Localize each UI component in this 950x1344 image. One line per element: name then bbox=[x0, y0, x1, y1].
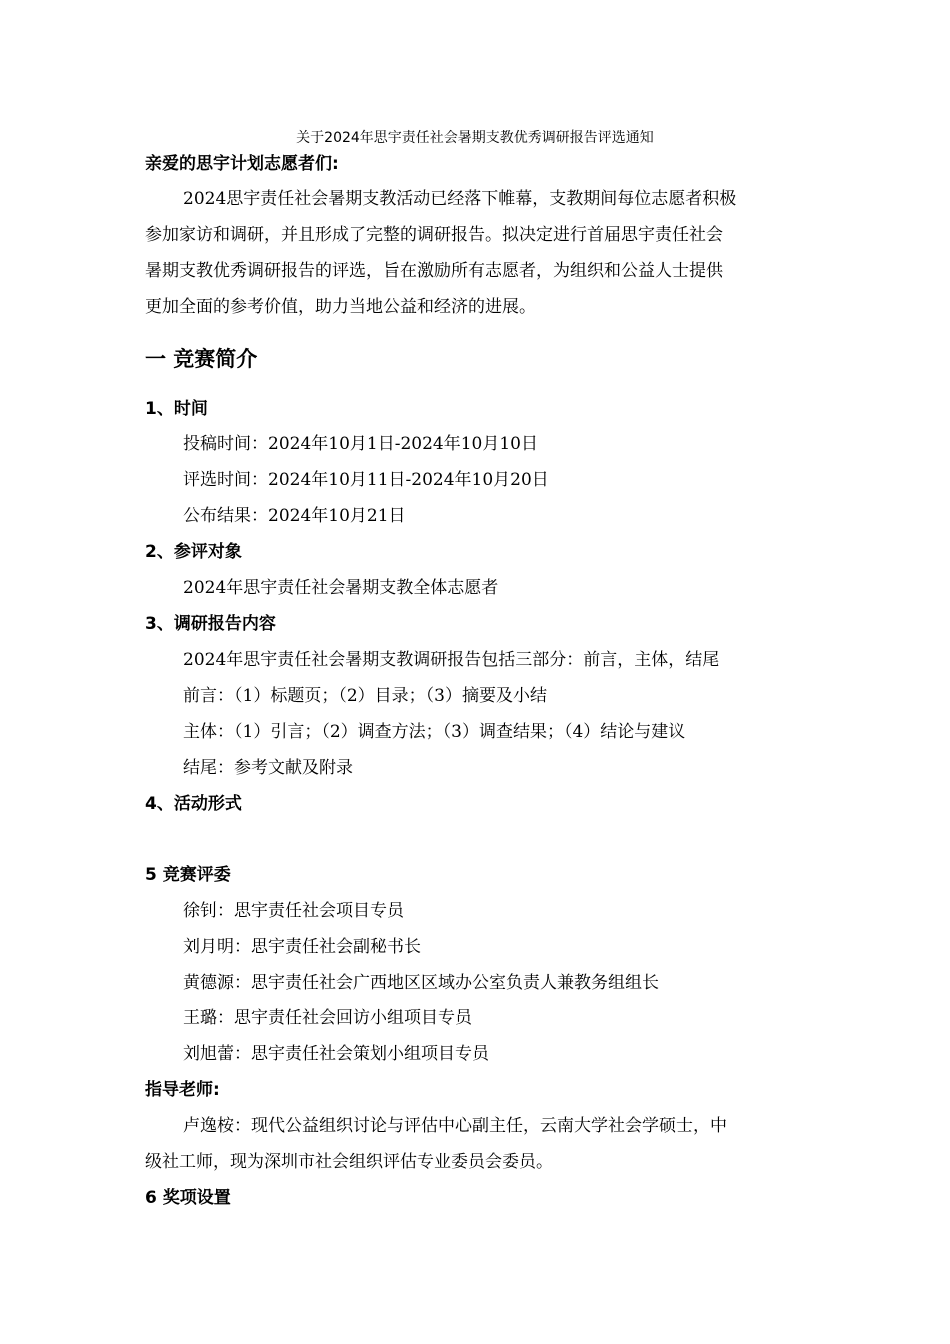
intro-line: 2024思宇责任社会暑期支教活动已经落下帷幕，支教期间每位志愿者积极 bbox=[183, 189, 737, 209]
intro-line: 暑期支教优秀调研报告的评选，旨在激励所有志愿者，为组织和公益人士提供 bbox=[145, 261, 723, 281]
judge-item: 刘月明：思宇责任社会副秘书长 bbox=[183, 937, 421, 957]
section-heading-awards: 6 奖项设置 bbox=[145, 1188, 231, 1208]
document-title: 关于2024年思宇责任社会暑期支教优秀调研报告评选通知 bbox=[296, 130, 654, 146]
judge-item: 刘旭蕾：思宇责任社会策划小组项目专员 bbox=[183, 1044, 489, 1064]
salutation: 亲爱的思宇计划志愿者们: bbox=[145, 154, 339, 174]
target-item: 2024年思宇责任社会暑期支教全体志愿者 bbox=[183, 578, 499, 598]
subsection-heading-time: 1、时间 bbox=[145, 399, 208, 419]
subsection-heading-content: 3、调研报告内容 bbox=[145, 614, 276, 634]
judge-item: 王璐：思宇责任社会回访小组项目专员 bbox=[183, 1008, 472, 1028]
content-item: 2024年思宇责任社会暑期支教调研报告包括三部分：前言，主体，结尾 bbox=[183, 650, 720, 670]
section-heading-judges: 5 竞赛评委 bbox=[145, 865, 231, 885]
time-item: 投稿时间：2024年10月1日-2024年10月10日 bbox=[183, 434, 538, 454]
content-item: 主体：（1）引言；（2）调查方法；（3）调查结果；（4）结论与建议 bbox=[183, 722, 686, 742]
content-item: 前言：（1）标题页；（2）目录；（3）摘要及小结 bbox=[183, 686, 547, 706]
content-item: 结尾：参考文献及附录 bbox=[183, 758, 353, 778]
intro-line: 更加全面的参考价值，助力当地公益和经济的进展。 bbox=[145, 297, 536, 317]
advisor-line: 卢逸桉：现代公益组织讨论与评估中心副主任，云南大学社会学硕士，中 bbox=[183, 1116, 727, 1136]
section-heading-advisor: 指导老师: bbox=[145, 1080, 220, 1100]
judge-item: 徐钊：思宇责任社会项目专员 bbox=[183, 901, 404, 921]
judge-item: 黄德源：思宇责任社会广西地区区域办公室负责人兼教务组组长 bbox=[183, 973, 659, 993]
time-item: 公布结果：2024年10月21日 bbox=[183, 506, 406, 526]
subsection-heading-format: 4、活动形式 bbox=[145, 794, 242, 814]
section-heading-competition: 一 竞赛简介 bbox=[145, 347, 258, 371]
subsection-heading-target: 2、参评对象 bbox=[145, 542, 242, 562]
advisor-line: 级社工师，现为深圳市社会组织评估专业委员会委员。 bbox=[145, 1152, 553, 1172]
intro-line: 参加家访和调研，并且形成了完整的调研报告。拟决定进行首届思宇责任社会 bbox=[145, 225, 723, 245]
time-item: 评选时间：2024年10月11日-2024年10月20日 bbox=[183, 470, 549, 490]
